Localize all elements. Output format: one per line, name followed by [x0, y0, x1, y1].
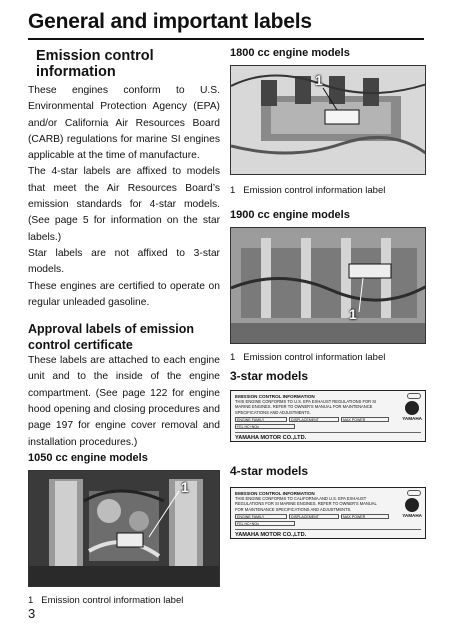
callout-1050: 1 [181, 478, 189, 495]
star3-heading: 3-star models [230, 369, 309, 383]
model-1900-heading: 1900 cc engine models [230, 209, 350, 221]
caption-1050 [28, 595, 220, 606]
label3-fel: FEL HC+NOx [235, 424, 295, 429]
label3-power: MAX POWER [341, 417, 389, 422]
label4-displacement: DISPLACEMENT [289, 514, 339, 519]
label4-brand: YAMAHA [402, 513, 422, 518]
model-1050-heading: 1050 cc engine models [28, 451, 148, 464]
yamaha-logo-icon [405, 498, 419, 512]
title-divider [28, 38, 424, 40]
label3-text: THIS ENGINE CONFORMS TO U.S. EPA EXHAUST REGULATIONS FOR SI MARINE ENGINES. REFER TO OWNER'S MANUAL FOR MAINTENANCE SPECIFICATIONS AND ADJUSTMENTS. [235, 399, 377, 415]
label4-head: EMISSION CONTROL INFORMATION [235, 491, 315, 496]
label3-tag [407, 393, 421, 399]
emission-paragraph-1: These engines conform to U.S. Environmental Protection Agency (EPA) and/or California Air Resources Board (CARB) regulations for marine SI engines applicable at the time of manufacture. [28, 85, 220, 162]
emission-label-3star [230, 390, 426, 442]
caption-1800 [230, 185, 426, 196]
label4-fel: FEL HC+NOx [235, 521, 295, 526]
label4-tag [407, 490, 421, 496]
emission-paragraph-3: Star labels are not affixed to 3-star models. [28, 247, 220, 276]
caption-1050-text: Emission control information label [41, 594, 184, 606]
approval-paragraph: These labels are attached to each engine unit and to the inside of the engine compartment. (See page 122 for engine hood opening and closing procedures and page 197 for engine cover removal and installation procedures.) [28, 355, 220, 448]
caption-1900 [230, 352, 426, 363]
engine-photo-1050-image [29, 471, 220, 587]
caption-1800-text: Emission control information label [243, 185, 386, 196]
engine-photo-1050 [28, 470, 220, 587]
model-1800-heading: 1800 cc engine models [230, 47, 350, 59]
label4-row-2 [235, 521, 421, 526]
label3-maker: YAMAHA MOTOR CO.,LTD. [235, 432, 421, 441]
label4-text: THIS ENGINE CONFORMS TO CALIFORNIA AND U.S. EPA EXHAUST REGULATIONS FOR SI MARINE ENGINES. REFER TO OWNER'S MANUAL FOR MAINTENANCE SPECIFICATIONS AND ADJUSTMENTS. [235, 496, 377, 512]
caption-1900-text: Emission control information label [243, 352, 386, 363]
page-number: 3 [28, 606, 36, 621]
label4-family: ENGINE FAMILY [235, 514, 287, 519]
engine-photo-1800 [230, 65, 426, 175]
label3-row [235, 417, 421, 422]
label3-family: ENGINE FAMILY [235, 417, 287, 422]
callout-1900: 1 [349, 306, 357, 322]
emission-paragraph-4: These engines are certified to operate on regular unleaded gasoline. [28, 280, 220, 308]
engine-photo-1900 [230, 227, 426, 344]
label4-maker: YAMAHA MOTOR CO.,LTD. [235, 529, 421, 538]
yamaha-logo-icon [405, 401, 419, 415]
approval-heading: Approval labels of emission control certificate [28, 322, 195, 353]
engine-photo-1900-image [231, 228, 426, 344]
right-column [230, 46, 426, 539]
label3-row-2 [235, 424, 421, 429]
emission-label-4star [230, 487, 426, 539]
caption-1900-number: 1 [230, 352, 236, 363]
page-title: General and important labels [28, 10, 312, 33]
label3-head: EMISSION CONTROL INFORMATION [235, 394, 315, 399]
caption-1800-number: 1 [230, 185, 236, 196]
label4-power: MAX POWER [341, 514, 389, 519]
emission-paragraph-2: The 4-star labels are affixed to models that meet the Air Resources Board’s emission standards for 4-star models. (See page 5 for information on the star labels.) [28, 166, 220, 243]
label3-displacement: DISPLACEMENT [289, 417, 339, 422]
caption-1050-number: 1 [28, 594, 34, 606]
callout-1800: 1 [315, 72, 323, 88]
emission-heading: Emission control information [36, 48, 154, 80]
label4-row [235, 514, 421, 519]
label3-brand: YAMAHA [402, 416, 422, 421]
star4-heading: 4-star models [230, 464, 309, 478]
engine-photo-1800-image [231, 66, 426, 175]
left-column [28, 46, 220, 606]
